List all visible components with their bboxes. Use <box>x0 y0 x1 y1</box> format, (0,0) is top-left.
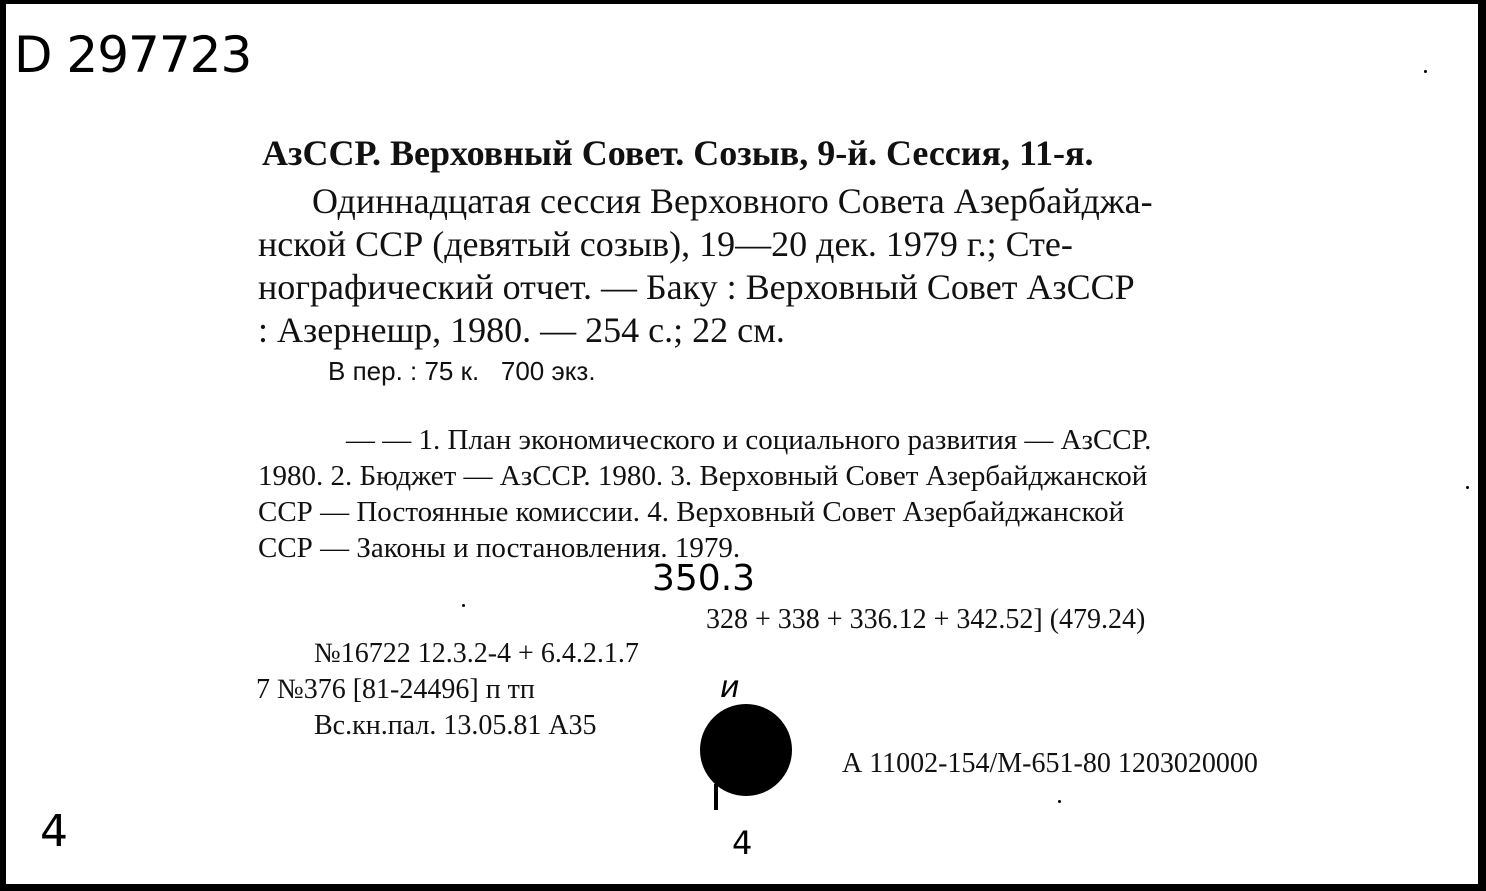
handwritten-mark: и <box>720 670 740 705</box>
subject-line: ССР — Законы и постановления. 1979. <box>258 532 741 564</box>
handwritten-corner-number: 4 <box>40 806 68 857</box>
udc-line: 328 + 338 + 336.12 + 342.52] (479.24) <box>706 604 1146 635</box>
subject-line: — — 1. План экономического и социального развития — АзССР. <box>346 424 1152 456</box>
index-code-line: А 11002-154/М-651-80 1203020000 <box>842 748 1258 779</box>
title-line: Одиннадцатая сессия Верховного Совета Азербайджа- <box>312 181 1153 221</box>
punch-hole <box>700 704 792 796</box>
speck <box>1058 800 1061 803</box>
title-line: нской ССР (девятый созыв), 19—20 дек. 1979 г.; Сте- <box>258 224 1073 264</box>
order-line: 7 №376 [81-24496] п тп <box>256 674 535 705</box>
subject-line: ССР — Постоянные комиссии. 4. Верховный Совет Азербайджанской <box>258 496 1125 528</box>
card-number: D 297723 <box>14 26 252 84</box>
book-chamber-line: Вс.кн.пал. 13.05.81 А35 <box>314 710 597 741</box>
title-line: : Азернешр, 1980. — 254 с.; 22 см. <box>258 310 785 350</box>
punch-hole-mark <box>714 784 718 810</box>
speck <box>1466 486 1469 489</box>
speck <box>1424 70 1427 73</box>
speck <box>462 604 465 607</box>
record-number-line: №16722 12.3.2-4 + 6.4.2.1.7 <box>314 638 639 669</box>
handwritten-bottom-number: 4 <box>732 824 753 862</box>
catalog-card <box>6 4 1478 884</box>
price-line: В пер. : 75 к. 700 экз. <box>328 356 596 386</box>
title-line: нографический отчет. — Баку : Верховный Совет АзССР <box>258 267 1135 307</box>
subject-line: 1980. 2. Бюджет — АзССР. 1980. 3. Верховный Совет Азербайджанской <box>258 460 1148 492</box>
record-heading: АзССР. Верховный Совет. Созыв, 9-й. Сессия, 11-я. <box>262 133 1094 173</box>
handwritten-classification: 350.3 <box>652 558 756 599</box>
